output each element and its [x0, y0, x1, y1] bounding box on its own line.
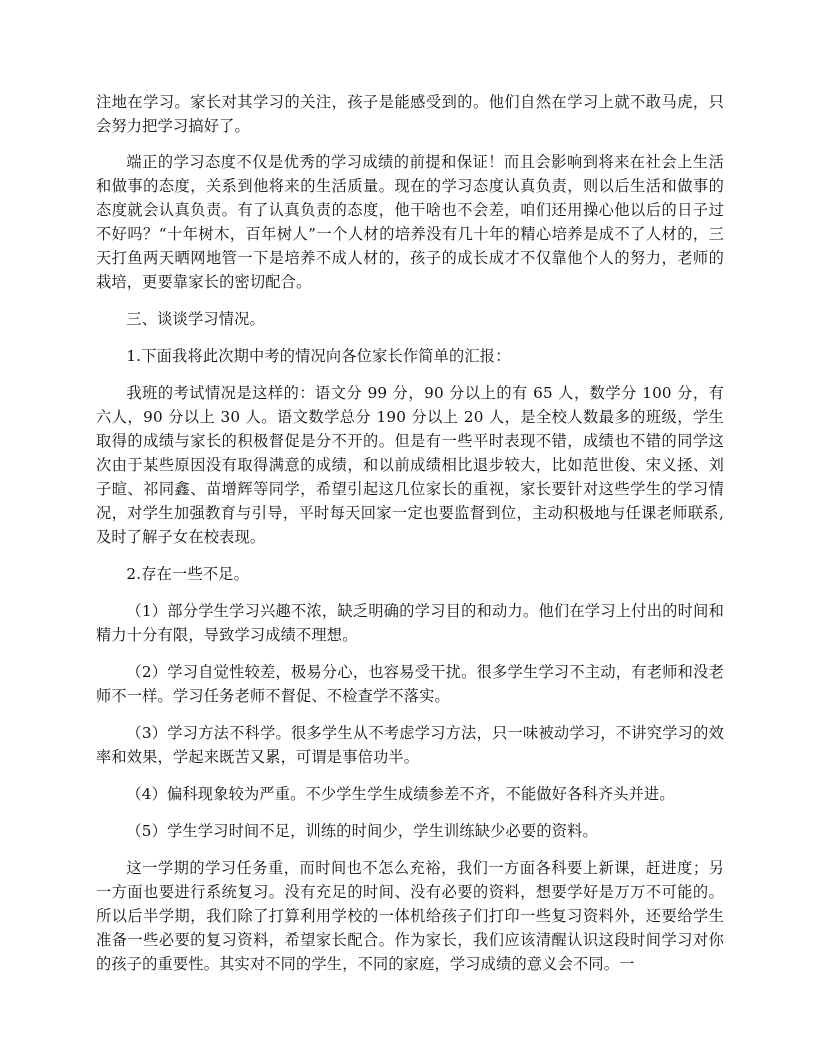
- section-heading-study-situation: 三、谈谈学习情况。: [126, 310, 265, 328]
- paragraph-semester-plan: 这一学期的学习任务重，而时间也不怎么充裕，我们一方面各科要上新课，赶进度；另一方面也要进行系统复习。没有充足的时间、没有必要的资料，想要学好是万万不可能的。所以后半学期，我们除了打算利用学校的一体机给孩子们打印一些复习资料外，还要给学生准备一些必要的复习资料，希望家长配合。作为家长，我们应该清醒认识这段时间学习对你的孩子的重要性。其实对不同的学生，不同的家庭，学习成绩的意义会不同。一: [96, 859, 724, 973]
- list-item-shortcoming-5: （5）学生学习时间不足，训练的时间少，学生训练缺少必要的资料。: [126, 822, 598, 840]
- list-item-shortcoming-4: （4）偏科现象较为严重。不少学生学生成绩参差不齐，不能做好各科齐头并进。: [126, 785, 675, 803]
- list-item-shortcoming-3: （3）学习方法不科学。很多学生从不考虑学习方法，只一味被动学习，不讲究学习的效率和效果，学起来既苦又累，可谓是事倍功半。: [96, 724, 724, 766]
- paragraph-shortcomings-heading: 2.存在一些不足。: [126, 565, 249, 583]
- paragraph-exam-results: 我班的考试情况是这样的：语文分 99 分，90 分以上的有 65 人，数学分 100 分，有六人，90 分以上 30 人。语文数学总分 190 分以上 20 人，是全校人数最多的班级，学生取得的成绩与家长的积极督促是分不开的。但是有一些平时表现不错，成绩也不错的同学这次由于某些原因没有取得满意的成绩，和以前成绩相比退步较大，比如范世俊、宋义拯、刘子暄、祁同鑫、苗增辉等同学，希望引起这几位家长的重视，家长要针对这些学生的学习情况，对学生加强教育与引导，平时每天回家一定也要监督到位，主动积极地与任课老师联系,及时了解子女在校表现。: [96, 384, 724, 546]
- paragraph-midterm-report-intro: 1.下面我将此次期中考的情况向各位家长作简单的汇报：: [126, 347, 511, 365]
- list-item-shortcoming-1: （1）部分学生学习兴趣不浓，缺乏明确的学习目的和动力。他们在学习上付出的时间和精力十分有限，导致学习成绩不理想。: [96, 602, 724, 644]
- paragraph-continued-intro: 注地在学习。家长对其学习的关注，孩子是能感受到的。他们自然在学习上就不敢马虎，只会努力把学习搞好了。: [96, 93, 724, 135]
- paragraph-attitude: 端正的学习态度不仅是优秀的学习成绩的前提和保证！而且会影响到将来在社会上生活和做事的态度，关系到他将来的生活质量。现在的学习态度认真负责，则以后生活和做事的态度就会认真负责。有了认真负责的态度，他干啥也不会差，咱们还用操心他以后的日子过不好吗？“十年树木，百年树人”一个人材的培养没有几十年的精心培养是成不了人材的，三天打鱼两天晒网地管一下是培养不成人材的，孩子的成长成才不仅靠他个人的努力，老师的栽培，更要靠家长的密切配合。: [96, 153, 724, 291]
- document-page: [96, 90, 724, 989]
- list-item-shortcoming-2: （2）学习自觉性较差，极易分心，也容易受干扰。很多学生学习不主动，有老师和没老师不一样。学习任务老师不督促、不检查学不落实。: [96, 663, 724, 705]
